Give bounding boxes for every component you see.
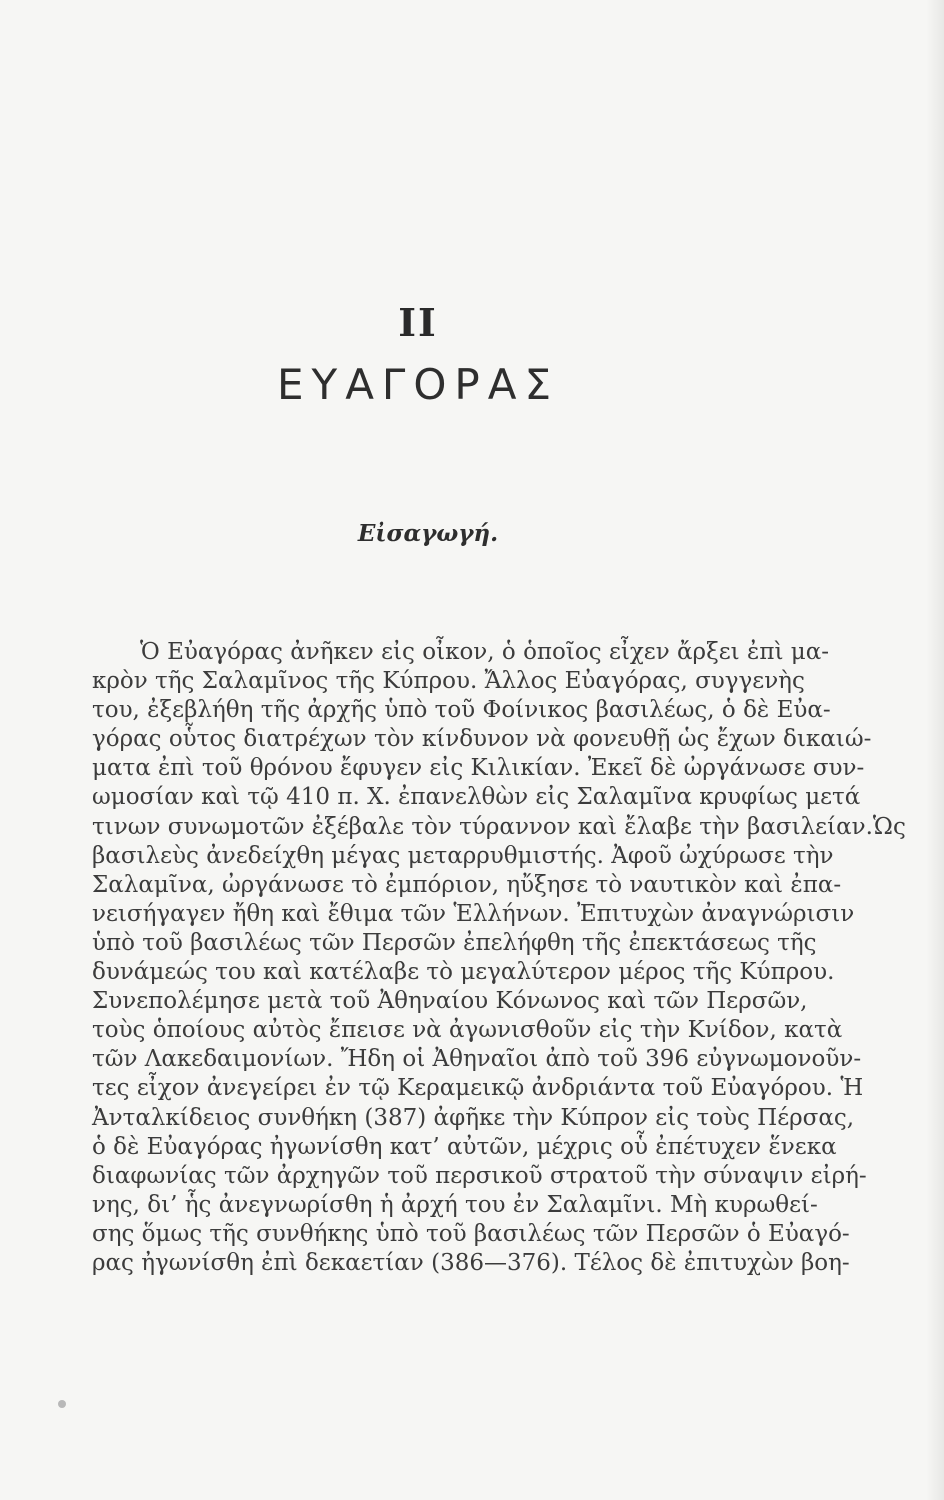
text-line: Σαλαμῖνα, ὠργάνωσε τὸ ἐμπόριον, ηὔξησε τὸ ναυτικὸν καὶ ἐπα- [92, 871, 842, 898]
text-line: τινων συνωμοτῶν ἐξέβαλε τὸν τύραννον καὶ ἔλαβε τὴν βασιλείαν.Ὡς [92, 813, 906, 840]
text-line: Συνεπολέμησε μετὰ τοῦ Ἀθηναίου Κόνωνος καὶ τῶν Περσῶν, [92, 988, 808, 1015]
text-line: δυνάμεώς του καὶ κατέλαβε τὸ μεγαλύτερον μέρος τῆς Κύπρου. [92, 959, 835, 986]
text-line: ωμοσίαν καὶ τῷ 410 π. Χ. ἐπανελθὼν εἰς Σαλαμῖνα κρυφίως μετά [92, 784, 861, 811]
body-text [92, 638, 906, 1278]
text-line: ὑπὸ τοῦ βασιλέως τῶν Περσῶν ἐπελήφθη τῆς ἐπεκτάσεως τῆς [92, 929, 817, 956]
text-line: τῶν Λακεδαιμονίων. Ἤδη οἱ Ἀθηναῖοι ἀπὸ τοῦ 396 εὐγνωμονοῦν- [92, 1046, 862, 1073]
chapter-number: II [398, 300, 438, 345]
text-line: διαφωνίας τῶν ἀρχηγῶν τοῦ περσικοῦ στρατοῦ τὴν σύναψιν εἰρή- [92, 1162, 867, 1189]
text-line: τοὺς ὁποίους αὐτὸς ἔπεισε νὰ ἀγωνισθοῦν εἰς τὴν Κνίδον, κατὰ [92, 1017, 843, 1044]
text-line: του, ἐξεβλήθη τῆς ἀρχῆς ὑπὸ τοῦ Φοίνικος βασιλέως, ὁ δὲ Εὐα- [92, 697, 831, 724]
page-edge-shadow [926, 0, 944, 1500]
text-line: ὁ δὲ Εὐαγόρας ἠγωνίσθη κατ’ αὐτῶν, μέχρις οὗ ἐπέτυχεν ἕνεκα [92, 1133, 837, 1160]
chapter-title: ΕΥΑΓΟΡΑΣ [277, 360, 559, 409]
text-line: νης, δι’ ἧς ἀνεγνωρίσθη ἡ ἀρχή του ἐν Σαλαμῖνι. Μὴ κυρωθεί- [92, 1191, 818, 1218]
text-line: γόρας οὗτος διατρέχων τὸν κίνδυνον νὰ φονευθῇ ὡς ἔχων δικαιώ- [92, 726, 872, 753]
text-line: ματα ἐπὶ τοῦ θρόνου ἔφυγεν εἰς Κιλικίαν. Ἐκεῖ δὲ ὠργάνωσε συν- [92, 755, 865, 782]
text-line: νεισήγαγεν ἤθη καὶ ἔθιμα τῶν Ἑλλήνων. Ἐπιτυχὼν ἀναγνώρισιν [92, 900, 855, 927]
text-line: Ἀνταλκίδειος συνθήκη (387) ἀφῆκε τὴν Κύπρον εἰς τοὺς Πέρσας, [92, 1104, 855, 1131]
text-line: σης ὅμως τῆς συνθήκης ὑπὸ τοῦ βασιλέως τῶν Περσῶν ὁ Εὐαγό- [92, 1220, 850, 1247]
text-line: τες εἶχον ἀνεγείρει ἐν τῷ Κεραμεικῷ ἀνδριάντα τοῦ Εὐαγόρου. Ἡ [92, 1075, 864, 1102]
text-line: βασιλεὺς ἀνεδείχθη μέγας μεταρρυθμιστής. Ἀφοῦ ὠχύρωσε τὴν [92, 842, 834, 869]
paper-speck [58, 1400, 66, 1408]
text-line: ρας ἠγωνίσθη ἐπὶ δεκαετίαν (386—376). Τέλος δὲ ἐπιτυχὼν βοη- [92, 1249, 850, 1276]
text-line: κρὸν τῆς Σαλαμῖνος τῆς Κύπρου. Ἄλλος Εὐαγόρας, συγγενὴς [92, 668, 805, 695]
section-heading: Εἰσαγωγή. [357, 520, 499, 547]
text-line: Ὁ Εὐαγόρας ἀνῆκεν εἰς οἶκον, ὁ ὁποῖος εἶχεν ἄρξει ἐπὶ μα- [140, 639, 830, 665]
